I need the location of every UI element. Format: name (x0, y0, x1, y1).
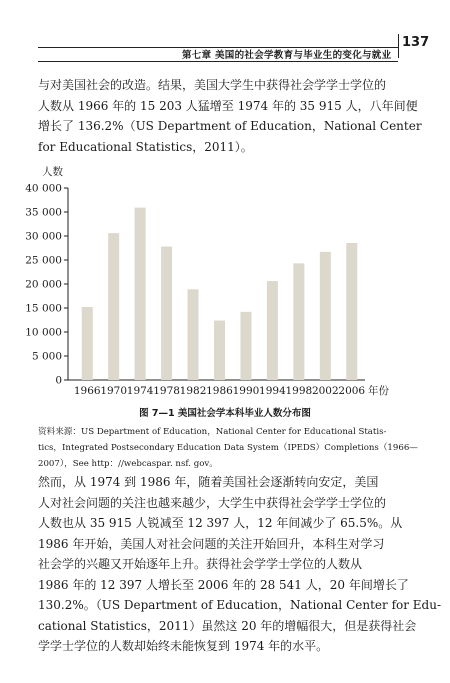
bar (346, 243, 357, 380)
x-tick-label: 1966 (73, 385, 101, 397)
chapter-title: 第七章 美国的社会学教育与毕业生的变化与就业 (182, 50, 392, 61)
bar (108, 233, 119, 380)
y-tick-label: 20 000 (25, 278, 62, 291)
y-axis-title: 人数 (42, 166, 63, 178)
bar (82, 307, 93, 380)
x-tick-label: 1982 (179, 385, 207, 397)
paragraph-line: 130.2%。（US Department of Education，National Center for Edu- (38, 598, 442, 612)
paragraph-line: for Educational Statistics，2011）。 (38, 139, 253, 154)
x-tick-label: 1990 (232, 385, 260, 397)
y-tick-label: 15 000 (25, 302, 62, 315)
x-tick-label: 1986 (206, 385, 233, 397)
x-tick-label: 2006 (338, 385, 366, 397)
paragraph-line: cational Statistics，2011）虽然这 20 年的增幅很大，但是获得社会 (38, 618, 417, 633)
x-tick-label: 1998 (285, 385, 313, 397)
paragraph-2 (38, 472, 442, 657)
page-number: 137 (402, 35, 430, 50)
paragraph-line: 学学士学位的人数却始终未能恢复到 1974 年的水平。 (38, 639, 329, 653)
source-line: 资料来源：US Department of Education，National Center for Educational Statis- (38, 427, 387, 437)
paragraph-line: 与对美国社会的改造。结果，美国大学生中获得社会学学士学位的 (38, 78, 387, 92)
paragraph-line: 1986 年的 12 397 人增长至 2006 年的 28 541 人，20 年间增长了 (38, 577, 409, 592)
bar (320, 252, 331, 380)
bar (240, 312, 251, 380)
bar (161, 247, 172, 380)
bar (214, 320, 225, 380)
paragraph-line: 人对社会问题的关注也越来越少，大学生中获得社会学学士学位的 (38, 495, 387, 510)
y-tick-label: 25 000 (25, 254, 62, 267)
y-tick-label: 10 000 (25, 326, 62, 339)
y-tick-label: 5 000 (31, 350, 62, 363)
x-axis-title: 年份 (368, 385, 389, 397)
bar (293, 263, 304, 380)
bar (135, 208, 146, 380)
y-tick-label: 30 000 (25, 230, 62, 243)
bar (188, 289, 199, 380)
x-tick-label: 1970 (100, 385, 128, 397)
x-tick-label: 1974 (126, 385, 154, 397)
figure-caption: 图 7—1 美国社会学本科毕业人数分布图 (139, 408, 311, 419)
y-tick-label: 0 (55, 374, 62, 387)
paragraph-line: 然而，从 1974 到 1986 年，随着美国社会逐渐转向安定，美国 (38, 475, 379, 489)
source-note (38, 424, 418, 472)
source-line: 2007），See http：//webcaspar. nsf. gov。 (38, 459, 218, 469)
bar (267, 281, 278, 380)
x-tick-label: 1994 (259, 385, 286, 397)
source-line: tics，Integrated Postsecondary Education Data System（IPEDS）Completions（1966— (38, 443, 418, 453)
paragraph-line: 社会学的兴趣又开始逐年上升。获得社会学学士学位的人数从 (38, 557, 363, 571)
x-tick-label: 2002 (311, 385, 339, 397)
x-tick-label: 1978 (153, 385, 180, 397)
paragraph-line: 1986 年开始，美国人对社会问题的关注开始回升，本科生对学习 (38, 536, 385, 551)
y-tick-label: 35 000 (25, 206, 62, 219)
paragraph-line: 增长了 136.2%（US Department of Education，National Center (38, 119, 422, 133)
y-tick-label: 40 000 (25, 182, 62, 195)
paragraph-line: 人数也从 35 915 人锐减至 12 397 人，12 年间减少了 65.5%。从 (38, 516, 403, 530)
paragraph-line: 人数从 1966 年的 15 203 人猛增至 1974 年的 35 915 人，八年间便 (38, 98, 418, 113)
